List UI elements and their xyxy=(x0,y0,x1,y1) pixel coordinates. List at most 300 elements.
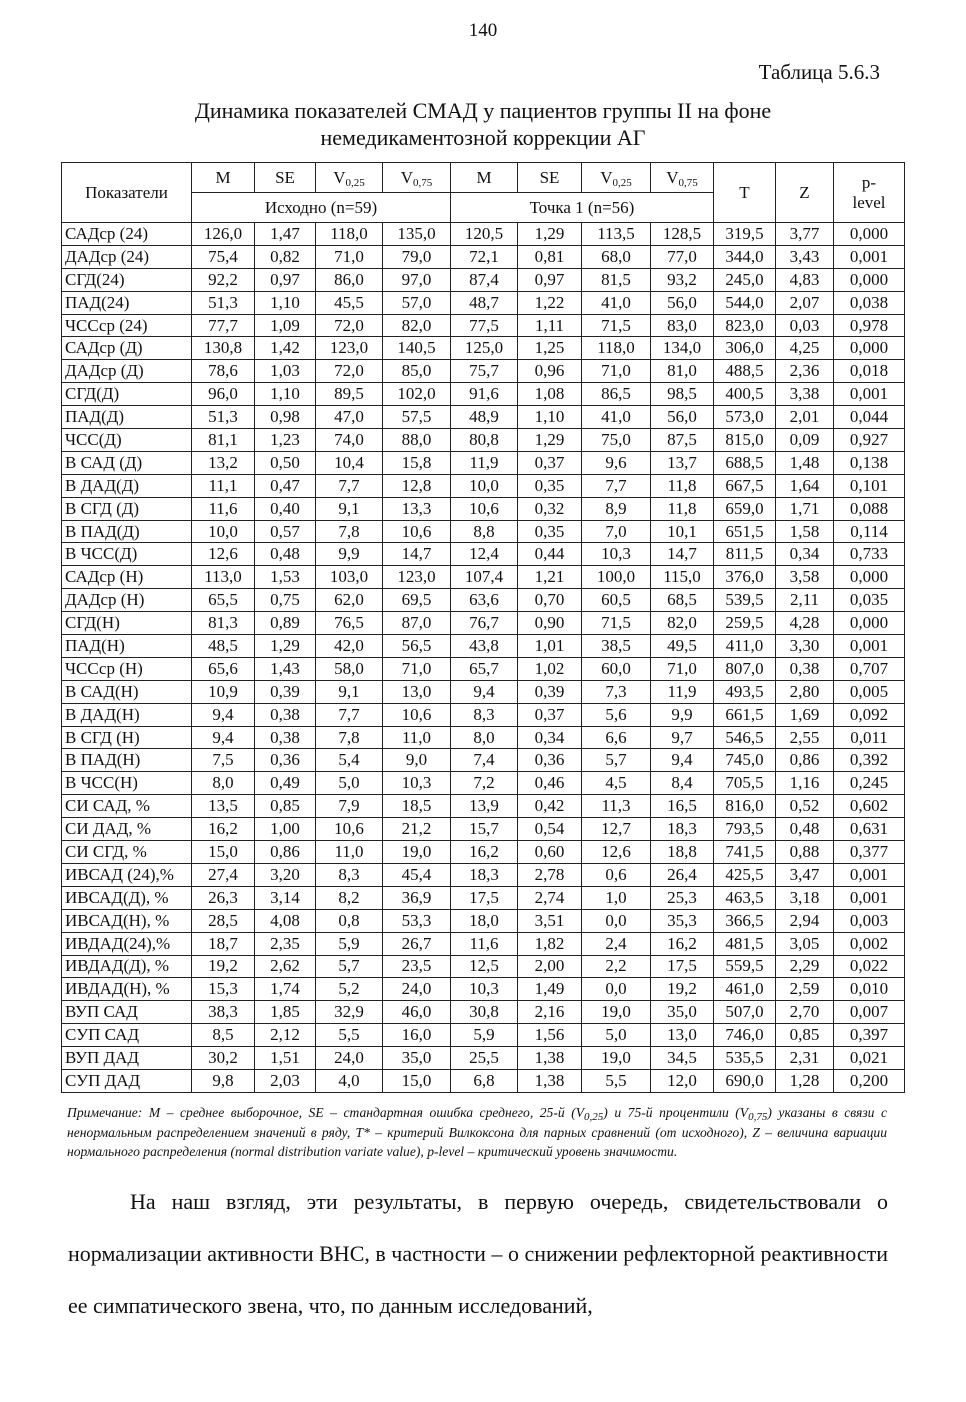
table-cell: 28,5 xyxy=(192,909,255,932)
table-cell: 807,0 xyxy=(714,657,776,680)
table-cell: 1,09 xyxy=(255,314,316,337)
table-cell: 705,5 xyxy=(714,772,776,795)
row-label: ИВДАД(Д), % xyxy=(62,955,192,978)
header-group-baseline: Исходно (n=59) xyxy=(192,193,451,223)
table-cell: 9,9 xyxy=(651,703,714,726)
table-cell: 65,6 xyxy=(192,657,255,680)
table-cell: 1,53 xyxy=(255,566,316,589)
table-cell: 10,3 xyxy=(383,772,451,795)
table-cell: 9,7 xyxy=(651,726,714,749)
table-cell: 1,49 xyxy=(518,978,582,1001)
table-cell: 12,5 xyxy=(451,955,518,978)
table-cell: 9,0 xyxy=(383,749,451,772)
table-cell: 115,0 xyxy=(651,566,714,589)
table-cell: 32,9 xyxy=(316,1001,383,1024)
table-cell: 0,001 xyxy=(834,383,905,406)
table-cell: 0,40 xyxy=(255,497,316,520)
table-cell: 9,1 xyxy=(316,497,383,520)
table-cell: 72,0 xyxy=(316,314,383,337)
table-cell: 0,32 xyxy=(518,497,582,520)
table-cell: 8,3 xyxy=(451,703,518,726)
table-cell: 816,0 xyxy=(714,795,776,818)
table-cell: 1,71 xyxy=(776,497,834,520)
header-group-point1: Точка 1 (n=56) xyxy=(451,193,714,223)
table-cell: 0,018 xyxy=(834,360,905,383)
table-cell: 815,0 xyxy=(714,429,776,452)
table-cell: 18,0 xyxy=(451,909,518,932)
table-cell: 0,007 xyxy=(834,1001,905,1024)
table-cell: 2,94 xyxy=(776,909,834,932)
table-cell: 14,7 xyxy=(651,543,714,566)
table-cell: 58,0 xyxy=(316,657,383,680)
table-cell: 493,5 xyxy=(714,680,776,703)
table-cell: 0,35 xyxy=(518,474,582,497)
table-cell: 1,03 xyxy=(255,360,316,383)
table-cell: 2,12 xyxy=(255,1024,316,1047)
table-cell: 123,0 xyxy=(316,337,383,360)
table-cell: 8,3 xyxy=(316,863,383,886)
table-cell: 43,8 xyxy=(451,635,518,658)
table-cell: 87,4 xyxy=(451,268,518,291)
table-cell: 0,000 xyxy=(834,223,905,246)
table-cell: 1,23 xyxy=(255,429,316,452)
table-cell: 16,2 xyxy=(651,932,714,955)
table-cell: 10,1 xyxy=(651,520,714,543)
table-cell: 19,0 xyxy=(582,1047,651,1070)
table-cell: 461,0 xyxy=(714,978,776,1001)
table-cell: 1,11 xyxy=(518,314,582,337)
header-v025-point1: $V_{0,25}$ xyxy=(582,163,651,193)
table-cell: 2,4 xyxy=(582,932,651,955)
table-cell: 13,2 xyxy=(192,451,255,474)
table-cell: 35,0 xyxy=(651,1001,714,1024)
table-cell: 0,97 xyxy=(255,268,316,291)
table-cell: 10,0 xyxy=(192,520,255,543)
header-m-baseline: M xyxy=(192,163,255,193)
table-cell: 0,39 xyxy=(255,680,316,703)
table-cell: 3,47 xyxy=(776,863,834,886)
table-cell: 8,2 xyxy=(316,886,383,909)
header-z: Z xyxy=(776,163,834,223)
table-cell: 535,5 xyxy=(714,1047,776,1070)
table-row xyxy=(62,451,905,474)
table-row xyxy=(62,520,905,543)
table-cell: 80,8 xyxy=(451,429,518,452)
table-cell: 0,001 xyxy=(834,635,905,658)
table-cell: 0,48 xyxy=(255,543,316,566)
table-cell: 0,70 xyxy=(518,589,582,612)
table-cell: 103,0 xyxy=(316,566,383,589)
table-row xyxy=(62,291,905,314)
table-cell: 0,245 xyxy=(834,772,905,795)
table-cell: 7,0 xyxy=(582,520,651,543)
table-cell: 35,0 xyxy=(383,1047,451,1070)
table-cell: 77,0 xyxy=(651,245,714,268)
table-cell: 0,57 xyxy=(255,520,316,543)
table-cell: 79,0 xyxy=(383,245,451,268)
row-label: ИВДАД(24),% xyxy=(62,932,192,955)
table-cell: 48,7 xyxy=(451,291,518,314)
table-cell: 1,43 xyxy=(255,657,316,680)
table-cell: 7,7 xyxy=(316,703,383,726)
table-cell: 49,5 xyxy=(651,635,714,658)
table-cell: 8,0 xyxy=(451,726,518,749)
table-cell: 0,001 xyxy=(834,886,905,909)
table-cell: 10,6 xyxy=(451,497,518,520)
table-cell: 17,5 xyxy=(651,955,714,978)
table-cell: 0,47 xyxy=(255,474,316,497)
table-cell: 27,4 xyxy=(192,863,255,886)
header-v075-baseline: $V_{0,75}$ xyxy=(383,163,451,193)
table-cell: 71,5 xyxy=(582,612,651,635)
table-cell: 15,0 xyxy=(383,1069,451,1092)
table-cell: 0,82 xyxy=(255,245,316,268)
table-cell: 0,38 xyxy=(776,657,834,680)
table-cell: 11,6 xyxy=(451,932,518,955)
table-cell: 10,6 xyxy=(383,520,451,543)
row-label: СГД(Н) xyxy=(62,612,192,635)
table-cell: 0,44 xyxy=(518,543,582,566)
table-cell: 8,5 xyxy=(192,1024,255,1047)
table-cell: 68,5 xyxy=(651,589,714,612)
table-cell: 4,5 xyxy=(582,772,651,795)
table-cell: 8,0 xyxy=(192,772,255,795)
table-row xyxy=(62,978,905,1001)
table-cell: 746,0 xyxy=(714,1024,776,1047)
table-cell: 34,5 xyxy=(651,1047,714,1070)
table-row xyxy=(62,772,905,795)
table-cell: 659,0 xyxy=(714,497,776,520)
table-row xyxy=(62,749,905,772)
row-label: В ЧСС(Д) xyxy=(62,543,192,566)
table-cell: 56,0 xyxy=(651,291,714,314)
table-cell: 3,18 xyxy=(776,886,834,909)
table-cell: 81,3 xyxy=(192,612,255,635)
table-cell: 8,8 xyxy=(451,520,518,543)
table-cell: 45,5 xyxy=(316,291,383,314)
table-cell: 1,85 xyxy=(255,1001,316,1024)
table-row xyxy=(62,841,905,864)
table-cell: 259,5 xyxy=(714,612,776,635)
table-cell: 0,114 xyxy=(834,520,905,543)
table-cell: 4,25 xyxy=(776,337,834,360)
table-cell: 89,5 xyxy=(316,383,383,406)
table-cell: 344,0 xyxy=(714,245,776,268)
table-cell: 0,88 xyxy=(776,841,834,864)
row-label: В ПАД(Д) xyxy=(62,520,192,543)
table-cell: 0,000 xyxy=(834,612,905,635)
table-cell: 24,0 xyxy=(383,978,451,1001)
table-cell: 4,28 xyxy=(776,612,834,635)
table-cell: 667,5 xyxy=(714,474,776,497)
header-se-baseline: SE xyxy=(255,163,316,193)
table-cell: 2,35 xyxy=(255,932,316,955)
table-cell: 1,42 xyxy=(255,337,316,360)
row-label: ИВСАД(Д), % xyxy=(62,886,192,909)
table-cell: 3,14 xyxy=(255,886,316,909)
table-cell: 13,9 xyxy=(451,795,518,818)
table-cell: 0,021 xyxy=(834,1047,905,1070)
table-cell: 41,0 xyxy=(582,291,651,314)
table-cell: 30,2 xyxy=(192,1047,255,1070)
table-cell: 0,46 xyxy=(518,772,582,795)
table-cell: 0,39 xyxy=(518,680,582,703)
page-number: 140 xyxy=(468,20,498,41)
table-cell: 15,0 xyxy=(192,841,255,864)
row-label: ДАДср (Д) xyxy=(62,360,192,383)
table-row xyxy=(62,337,905,360)
row-label: ЧСС(Д) xyxy=(62,429,192,452)
table-cell: 88,0 xyxy=(383,429,451,452)
table-cell: 74,0 xyxy=(316,429,383,452)
table-cell: 81,5 xyxy=(582,268,651,291)
table-cell: 72,0 xyxy=(316,360,383,383)
table-cell: 0,85 xyxy=(776,1024,834,1047)
table-cell: 18,5 xyxy=(383,795,451,818)
table-row xyxy=(62,268,905,291)
table-cell: 5,7 xyxy=(316,955,383,978)
table-title-line: Динамика показателей СМАД у пациентов группы II на фоне xyxy=(194,98,772,123)
table-cell: 573,0 xyxy=(714,406,776,429)
table-cell: 1,29 xyxy=(255,635,316,658)
row-label: СУП ДАД xyxy=(62,1069,192,1092)
table-cell: 0,36 xyxy=(255,749,316,772)
table-cell: 0,96 xyxy=(518,360,582,383)
table-cell: 2,80 xyxy=(776,680,834,703)
table-cell: 0,85 xyxy=(255,795,316,818)
table-cell: 3,77 xyxy=(776,223,834,246)
table-cell: 4,08 xyxy=(255,909,316,932)
table-cell: 1,38 xyxy=(518,1047,582,1070)
table-cell: 10,6 xyxy=(316,818,383,841)
table-cell: 559,5 xyxy=(714,955,776,978)
table-cell: 5,9 xyxy=(316,932,383,955)
table-cell: 5,0 xyxy=(582,1024,651,1047)
table-cell: 47,0 xyxy=(316,406,383,429)
table-cell: 10,9 xyxy=(192,680,255,703)
table-cell: 9,4 xyxy=(451,680,518,703)
table-cell: 1,56 xyxy=(518,1024,582,1047)
table-cell: 690,0 xyxy=(714,1069,776,1092)
table-cell: 125,0 xyxy=(451,337,518,360)
table-cell: 0,602 xyxy=(834,795,905,818)
table-cell: 0,200 xyxy=(834,1069,905,1092)
table-cell: 661,5 xyxy=(714,703,776,726)
table-cell: 76,7 xyxy=(451,612,518,635)
table-cell: 42,0 xyxy=(316,635,383,658)
table-cell: 0,98 xyxy=(255,406,316,429)
table-cell: 823,0 xyxy=(714,314,776,337)
table-cell: 0,0 xyxy=(582,909,651,932)
row-label: ПАД(24) xyxy=(62,291,192,314)
table-cell: 481,5 xyxy=(714,932,776,955)
table-cell: 1,02 xyxy=(518,657,582,680)
table-cell: 71,0 xyxy=(316,245,383,268)
table-cell: 12,6 xyxy=(582,841,651,864)
table-cell: 65,7 xyxy=(451,657,518,680)
table-cell: 0,09 xyxy=(776,429,834,452)
table-cell: 18,7 xyxy=(192,932,255,955)
table-cell: 12,6 xyxy=(192,543,255,566)
table-cell: 1,10 xyxy=(255,383,316,406)
table-row xyxy=(62,314,905,337)
table-cell: 46,0 xyxy=(383,1001,451,1024)
table-cell: 0,97 xyxy=(518,268,582,291)
table-cell: 118,0 xyxy=(582,337,651,360)
row-label: В ДАД(Д) xyxy=(62,474,192,497)
table-cell: 65,5 xyxy=(192,589,255,612)
table-cell: 6,6 xyxy=(582,726,651,749)
table-cell: 102,0 xyxy=(383,383,451,406)
table-cell: 3,58 xyxy=(776,566,834,589)
table-cell: 56,0 xyxy=(651,406,714,429)
table-row xyxy=(62,795,905,818)
table-cell: 69,5 xyxy=(383,589,451,612)
table-cell: 85,0 xyxy=(383,360,451,383)
table-cell: 463,5 xyxy=(714,886,776,909)
table-cell: 14,7 xyxy=(383,543,451,566)
table-cell: 0,733 xyxy=(834,543,905,566)
table-cell: 81,0 xyxy=(651,360,714,383)
table-cell: 13,0 xyxy=(651,1024,714,1047)
table-body xyxy=(62,223,905,1093)
table-row xyxy=(62,245,905,268)
table-row xyxy=(62,932,905,955)
table-cell: 19,2 xyxy=(651,978,714,1001)
table-cell: 10,3 xyxy=(582,543,651,566)
table-cell: 92,2 xyxy=(192,268,255,291)
table-cell: 10,4 xyxy=(316,451,383,474)
row-label: ВУП ДАД xyxy=(62,1047,192,1070)
table-cell: 0,101 xyxy=(834,474,905,497)
table-cell: 71,5 xyxy=(582,314,651,337)
table-cell: 71,0 xyxy=(651,657,714,680)
table-cell: 91,6 xyxy=(451,383,518,406)
table-row xyxy=(62,1001,905,1024)
table-cell: 488,5 xyxy=(714,360,776,383)
table-cell: 1,82 xyxy=(518,932,582,955)
table-row xyxy=(62,429,905,452)
table-cell: 10,6 xyxy=(383,703,451,726)
table-cell: 0,002 xyxy=(834,932,905,955)
table-cell: 81,1 xyxy=(192,429,255,452)
table-row xyxy=(62,223,905,246)
table-cell: 18,3 xyxy=(451,863,518,886)
table-cell: 24,0 xyxy=(316,1047,383,1070)
table-cell: 1,74 xyxy=(255,978,316,1001)
table-cell: 0,038 xyxy=(834,291,905,314)
table-cell: 0,010 xyxy=(834,978,905,1001)
table-cell: 0,60 xyxy=(518,841,582,864)
table-row xyxy=(62,1047,905,1070)
table-cell: 1,16 xyxy=(776,772,834,795)
table-cell: 0,001 xyxy=(834,863,905,886)
table-cell: 2,11 xyxy=(776,589,834,612)
table-cell: 5,9 xyxy=(451,1024,518,1047)
table-cell: 45,4 xyxy=(383,863,451,886)
table-cell: 10,3 xyxy=(451,978,518,1001)
table-cell: 411,0 xyxy=(714,635,776,658)
table-row xyxy=(62,955,905,978)
table-cell: 0,49 xyxy=(255,772,316,795)
table-cell: 0,631 xyxy=(834,818,905,841)
table-cell: 11,9 xyxy=(651,680,714,703)
table-cell: 26,3 xyxy=(192,886,255,909)
table-cell: 96,0 xyxy=(192,383,255,406)
table-cell: 8,4 xyxy=(651,772,714,795)
row-label: СГД(Д) xyxy=(62,383,192,406)
row-label: ИВСАД(Н), % xyxy=(62,909,192,932)
table-cell: 75,7 xyxy=(451,360,518,383)
table-cell: 3,20 xyxy=(255,863,316,886)
table-title-line: немедикаментозной коррекции АГ xyxy=(320,125,646,150)
row-label: ЧССср (24) xyxy=(62,314,192,337)
table-row xyxy=(62,406,905,429)
table-cell: 100,0 xyxy=(582,566,651,589)
table-cell: 1,38 xyxy=(518,1069,582,1092)
table-cell: 2,16 xyxy=(518,1001,582,1024)
table-cell: 2,01 xyxy=(776,406,834,429)
table-cell: 63,6 xyxy=(451,589,518,612)
table-cell: 0,38 xyxy=(255,726,316,749)
data-table xyxy=(61,162,905,1093)
table-cell: 2,78 xyxy=(518,863,582,886)
table-row xyxy=(62,863,905,886)
table-cell: 9,9 xyxy=(316,543,383,566)
header-p-level: p- level xyxy=(834,163,905,223)
table-cell: 0,38 xyxy=(255,703,316,726)
table-note: Примечание: М – среднее выборочное, SE – стандартная ошибка среднего, 25-й $(V_{0,25})$ и 75-й процентили $(V_{0,75})$ указаны в связи с ненормальным распределением значений в ряду, T* – критерий Вилкоксона для парных сравнений (от исходного), Z – величина вариации нормального распределения (normal distribution variate value), p-level – критический уровень значимости. xyxy=(67,1105,887,1159)
table-row xyxy=(62,635,905,658)
table-cell: 77,5 xyxy=(451,314,518,337)
table-cell: 741,5 xyxy=(714,841,776,864)
table-cell: 5,4 xyxy=(316,749,383,772)
table-cell: 811,5 xyxy=(714,543,776,566)
table-cell: 12,0 xyxy=(651,1069,714,1092)
table-cell: 68,0 xyxy=(582,245,651,268)
table-cell: 0,088 xyxy=(834,497,905,520)
table-cell: 0,52 xyxy=(776,795,834,818)
table-cell: 11,3 xyxy=(582,795,651,818)
table-cell: 306,0 xyxy=(714,337,776,360)
table-cell: 0,001 xyxy=(834,245,905,268)
table-cell: 51,3 xyxy=(192,291,255,314)
table-cell: 539,5 xyxy=(714,589,776,612)
table-cell: 1,10 xyxy=(255,291,316,314)
table-cell: 0,03 xyxy=(776,314,834,337)
table-row xyxy=(62,497,905,520)
table-cell: 6,8 xyxy=(451,1069,518,1092)
table-cell: 3,51 xyxy=(518,909,582,932)
table-cell: 38,3 xyxy=(192,1001,255,1024)
table-cell: 57,0 xyxy=(383,291,451,314)
table-cell: 2,36 xyxy=(776,360,834,383)
table-row xyxy=(62,703,905,726)
table-cell: 0,81 xyxy=(518,245,582,268)
table-cell: 7,8 xyxy=(316,726,383,749)
table-cell: 5,0 xyxy=(316,772,383,795)
table-row xyxy=(62,1069,905,1092)
row-label: ПАД(Н) xyxy=(62,635,192,658)
table-cell: 0,707 xyxy=(834,657,905,680)
table-title xyxy=(120,97,846,151)
table-cell: 16,2 xyxy=(192,818,255,841)
table-cell: 3,38 xyxy=(776,383,834,406)
row-label: САДср (Д) xyxy=(62,337,192,360)
table-cell: 7,7 xyxy=(582,474,651,497)
table-cell: 793,5 xyxy=(714,818,776,841)
row-label: САДср (24) xyxy=(62,223,192,246)
